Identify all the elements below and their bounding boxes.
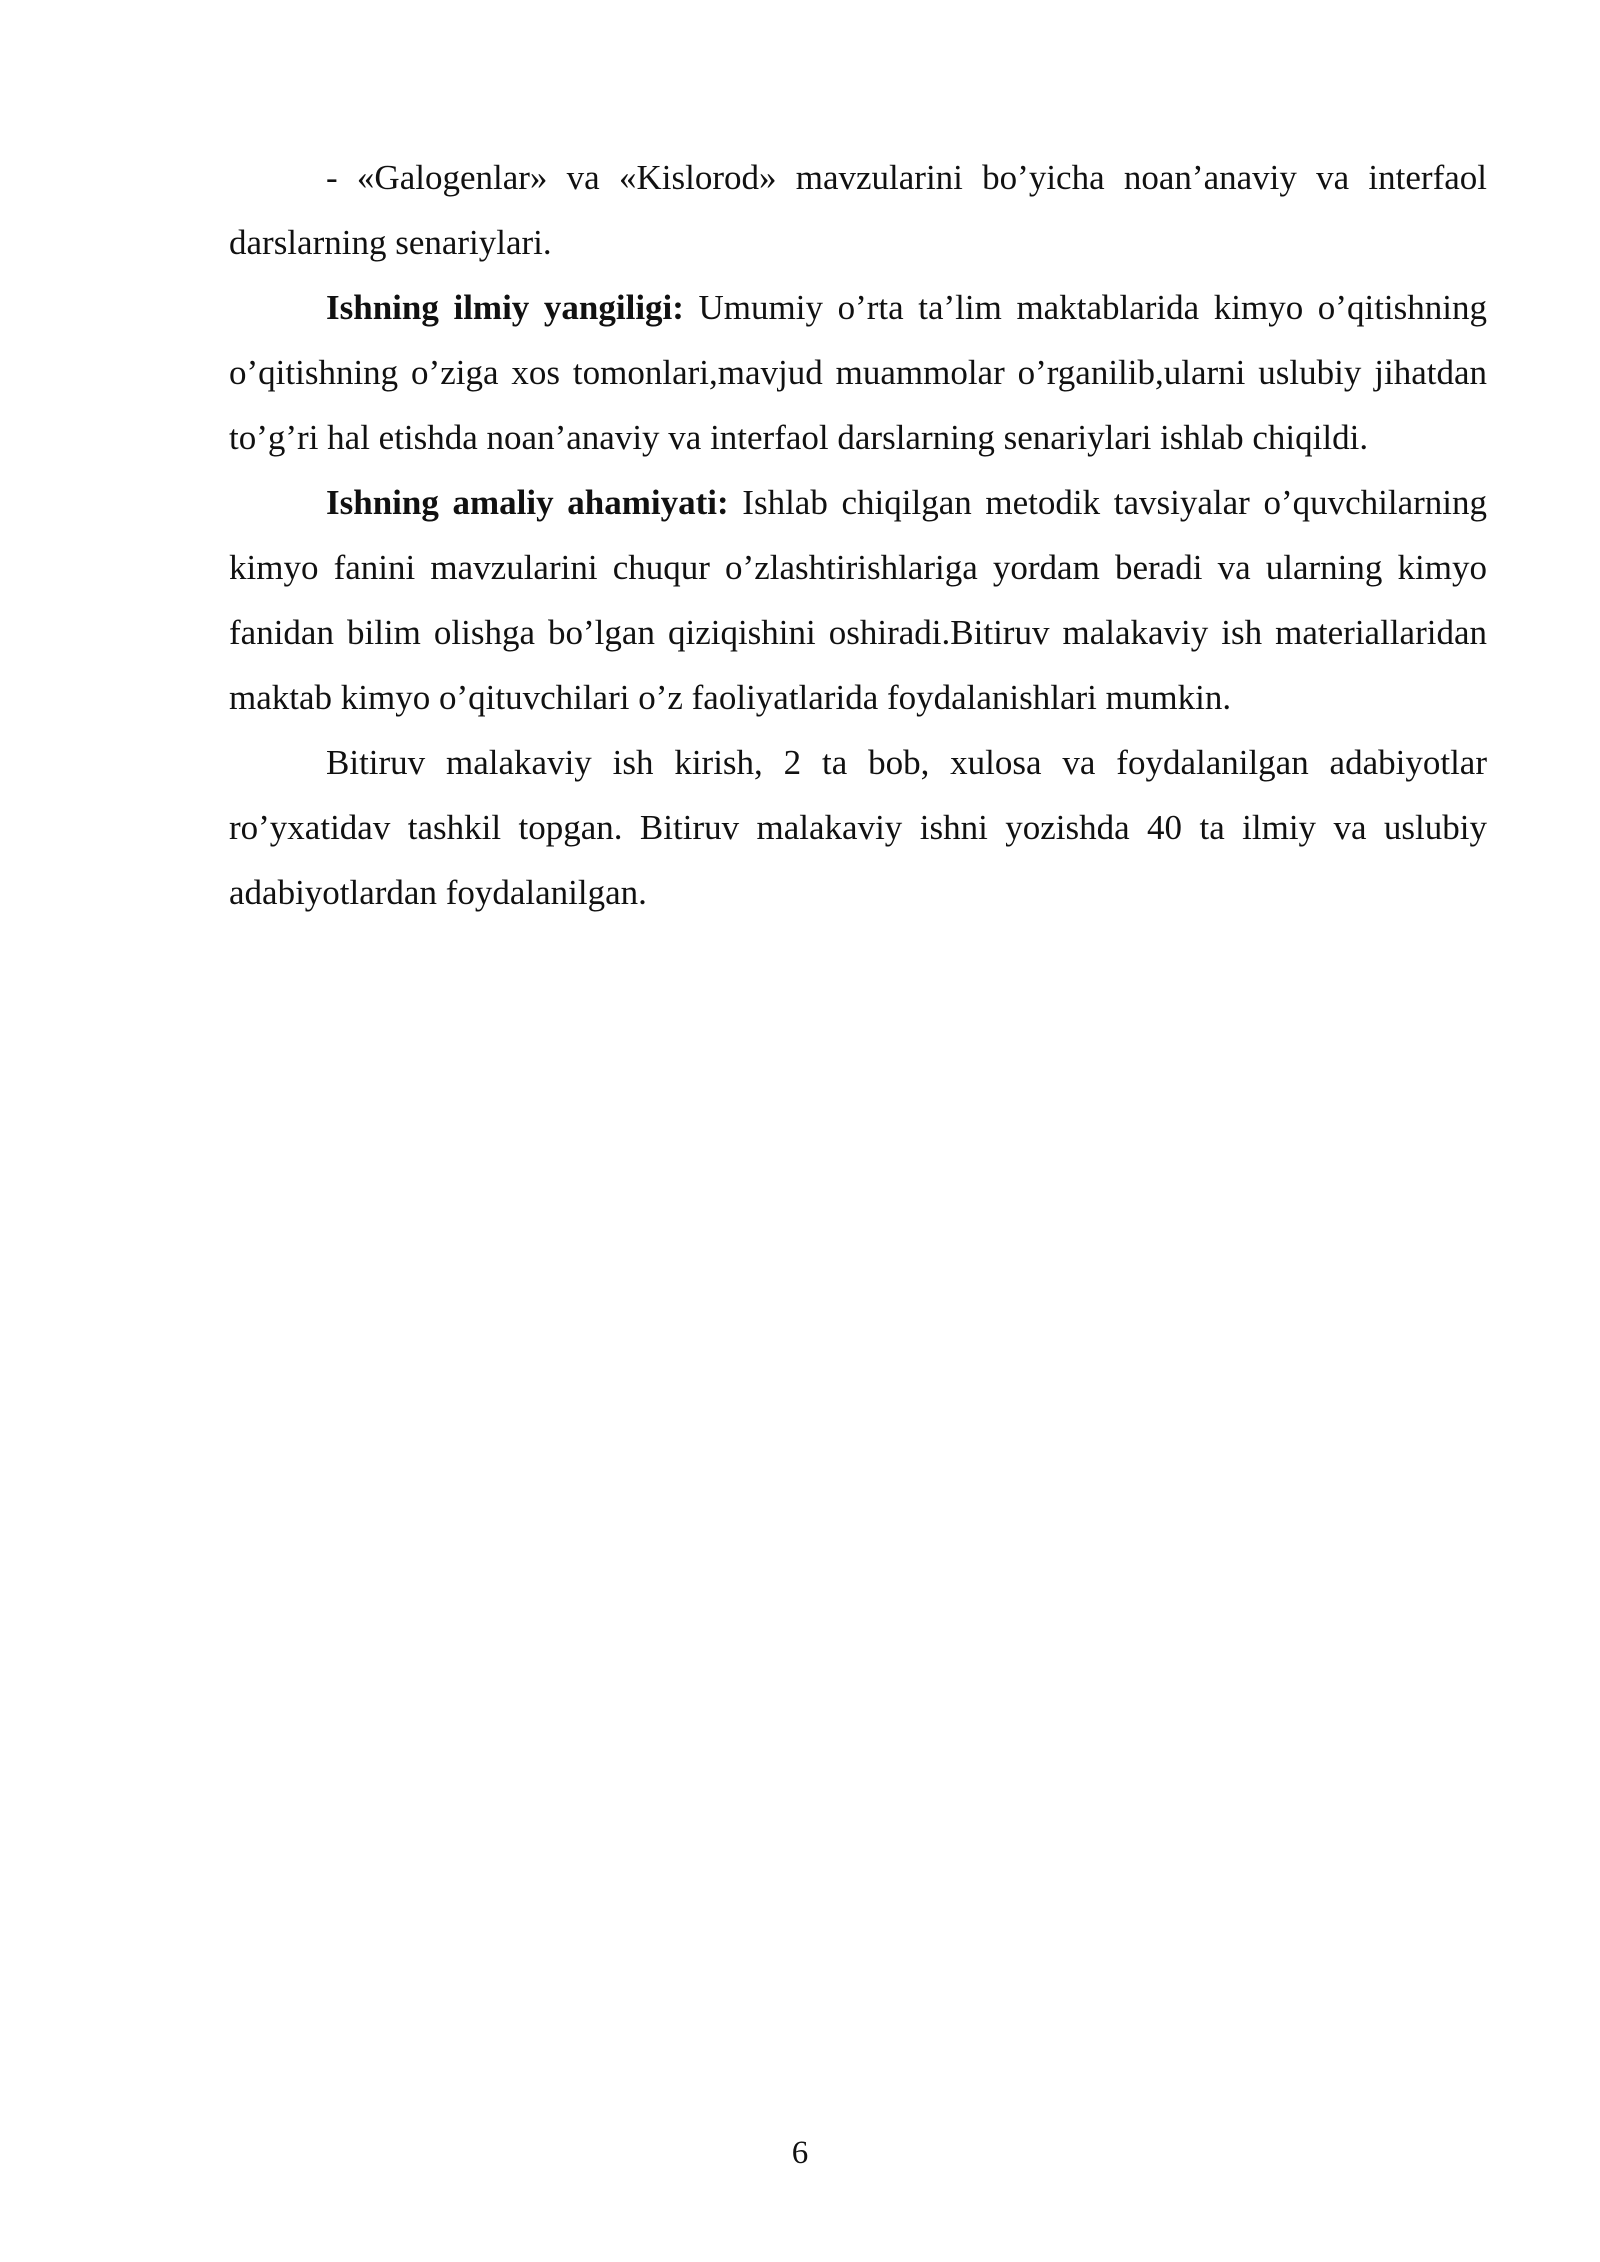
practical-significance-heading: Ishning amaliy ahamiyati:: [326, 483, 729, 522]
paragraph-structure-text: Bitiruv malakaviy ish kirish, 2 ta bob, xulosa va foydalanilgan adabiyotlar ro’yxatidav tashkil topgan. Bitiruv malakaviy ishni yozishda 40 ta ilmiy va uslubiy adabiyotlardan foydalanilgan.: [229, 743, 1487, 912]
paragraph-structure: [229, 730, 1487, 925]
paragraph-scientific-novelty: [229, 275, 1487, 470]
paragraph-practical-significance: [229, 470, 1487, 730]
scientific-novelty-text: Umumiy o’rta ta’lim maktablarida kimyo o’qitishning o’qitishning o’ziga xos tomonlari,mavjud muammolar o’rganilib,ularni uslubiy jihatdan to’g’ri hal etishda noan’anaviy va interfaol darslarning senariylari ishlab chiqildi.: [229, 288, 1487, 457]
practical-significance-text: Ishlab chiqilgan metodik tavsiyalar o’quvchilarning kimyo fanini mavzularini chuqur o’zlashtirishlariga yordam beradi va ularning kimyo fanidan bilim olishga bo’lgan qiziqishini oshiradi.Bitiruv malakaviy ish materiallaridan maktab kimyo o’qituvchilari o’z faoliyatlarida foydalanishlari mumkin.: [229, 483, 1487, 717]
page-number: 6: [791, 2135, 809, 2171]
scientific-novelty-heading: Ishning ilmiy yangiligi:: [326, 288, 684, 327]
paragraph-topics-text: - «Galogenlar» va «Kislorod» mavzularini bo’yicha noan’anaviy va interfaol darslarning senariylari.: [229, 158, 1487, 262]
paragraph-topics: [229, 145, 1487, 275]
page-body: [229, 145, 1487, 925]
